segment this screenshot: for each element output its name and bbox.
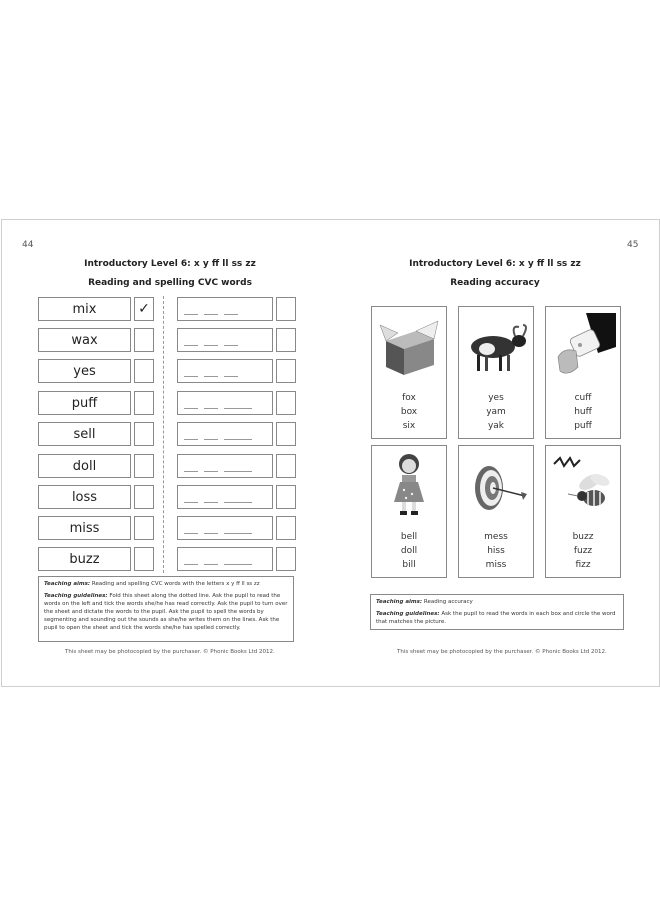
guidelines-text: Fold this sheet along the dotted line. Ask the pupil to read the words on the left and tick the words she/he has read correctly. Ask the pupil to turn over the sheet and dictate the words to the pupil. Ask the pupil to spell the words by segmenting and sounding out the sounds as she/he writes them on the lines. Ask the pupil to open the sheet and tick the words she/he has spelled correctly. [44, 593, 288, 631]
spelling-box[interactable] [177, 297, 273, 321]
right-page-number: 45 [627, 240, 639, 250]
spelling-check-box[interactable] [276, 547, 296, 571]
spelling-box[interactable] [177, 359, 273, 383]
picture-card [545, 306, 621, 439]
card-word[interactable]: mess [484, 532, 508, 542]
aims-label: Teaching aims: [376, 599, 423, 605]
spelling-check-box[interactable] [276, 328, 296, 352]
guidelines-label: Teaching guidelines: [44, 593, 108, 599]
picture-card [371, 306, 447, 439]
spelling-box[interactable] [177, 328, 273, 352]
guidelines-label: Teaching guidelines: [376, 611, 440, 617]
word-box: doll [38, 454, 131, 478]
guidelines-text: Ask the pupil to read the words in each box and circle the word that matches the picture. [376, 611, 616, 625]
word-box: buzz [38, 547, 131, 571]
tick-box[interactable] [134, 454, 154, 478]
bee-picture [550, 450, 616, 520]
card-word[interactable]: fizz [575, 560, 591, 570]
left-page-number: 44 [22, 240, 34, 250]
tick-box[interactable] [134, 328, 154, 352]
spelling-check-box[interactable] [276, 422, 296, 446]
card-word[interactable]: miss [485, 560, 507, 570]
card-word[interactable]: huff [574, 407, 592, 417]
tick-box[interactable] [134, 485, 154, 509]
picture-card [458, 445, 534, 578]
card-word[interactable]: doll [400, 546, 418, 556]
spelling-check-box[interactable] [276, 454, 296, 478]
card-word[interactable]: bill [402, 560, 416, 570]
right-footer: This sheet may be photocopied by the purchaser. © Phonic Books Ltd 2012. [397, 649, 607, 655]
box-picture [376, 311, 442, 381]
card-word[interactable]: cuff [574, 393, 592, 403]
spelling-check-box[interactable] [276, 516, 296, 540]
tick-box[interactable] [134, 547, 154, 571]
picture-card [458, 306, 534, 439]
picture-card [545, 445, 621, 578]
right-page-subtitle: Reading accuracy [450, 278, 540, 288]
card-word[interactable]: fox [402, 393, 416, 403]
doll-picture [376, 450, 442, 520]
word-box: wax [38, 328, 131, 352]
card-word[interactable]: yam [486, 407, 506, 417]
word-box: mix [38, 297, 131, 321]
tick-box[interactable] [134, 422, 154, 446]
aims-text: Reading accuracy [423, 599, 473, 605]
left-page-title: Introductory Level 6: x y ff ll ss zz [84, 259, 256, 269]
yak-picture [463, 311, 529, 381]
right-page-title: Introductory Level 6: x y ff ll ss zz [409, 259, 581, 269]
spelling-check-box[interactable] [276, 485, 296, 509]
target-picture [463, 450, 529, 520]
spelling-box[interactable] [177, 516, 273, 540]
card-word[interactable]: yak [487, 421, 505, 431]
word-box: miss [38, 516, 131, 540]
aims-text: Reading and spelling CVC words with the letters x y ff ll ss zz [91, 581, 260, 587]
tick-box[interactable] [134, 516, 154, 540]
tick-box[interactable] [134, 359, 154, 383]
tick-box[interactable]: ✓ [134, 297, 154, 321]
fold-line [163, 296, 164, 573]
spelling-check-box[interactable] [276, 359, 296, 383]
left-teaching-notes [38, 576, 294, 642]
card-word[interactable]: bell [400, 532, 418, 542]
spelling-box[interactable] [177, 485, 273, 509]
word-box: yes [38, 359, 131, 383]
card-word[interactable]: hiss [487, 546, 505, 556]
left-page-subtitle: Reading and spelling CVC words [88, 278, 252, 288]
card-word[interactable]: puff [574, 421, 592, 431]
right-teaching-notes [370, 594, 624, 630]
spelling-check-box[interactable] [276, 297, 296, 321]
cuff-picture [550, 311, 616, 381]
word-box: loss [38, 485, 131, 509]
card-word[interactable]: yes [488, 393, 504, 403]
card-word[interactable]: six [402, 421, 416, 431]
word-box: sell [38, 422, 131, 446]
word-box: puff [38, 391, 131, 415]
tick-box[interactable] [134, 391, 154, 415]
spelling-box[interactable] [177, 547, 273, 571]
card-word[interactable]: fuzz [573, 546, 593, 556]
spelling-box[interactable] [177, 454, 273, 478]
card-word[interactable]: buzz [572, 532, 594, 542]
card-word[interactable]: box [400, 407, 418, 417]
spelling-box[interactable] [177, 422, 273, 446]
spelling-check-box[interactable] [276, 391, 296, 415]
spelling-box[interactable] [177, 391, 273, 415]
left-footer: This sheet may be photocopied by the purchaser. © Phonic Books Ltd 2012. [65, 649, 275, 655]
aims-label: Teaching aims: [44, 581, 91, 587]
picture-card [371, 445, 447, 578]
